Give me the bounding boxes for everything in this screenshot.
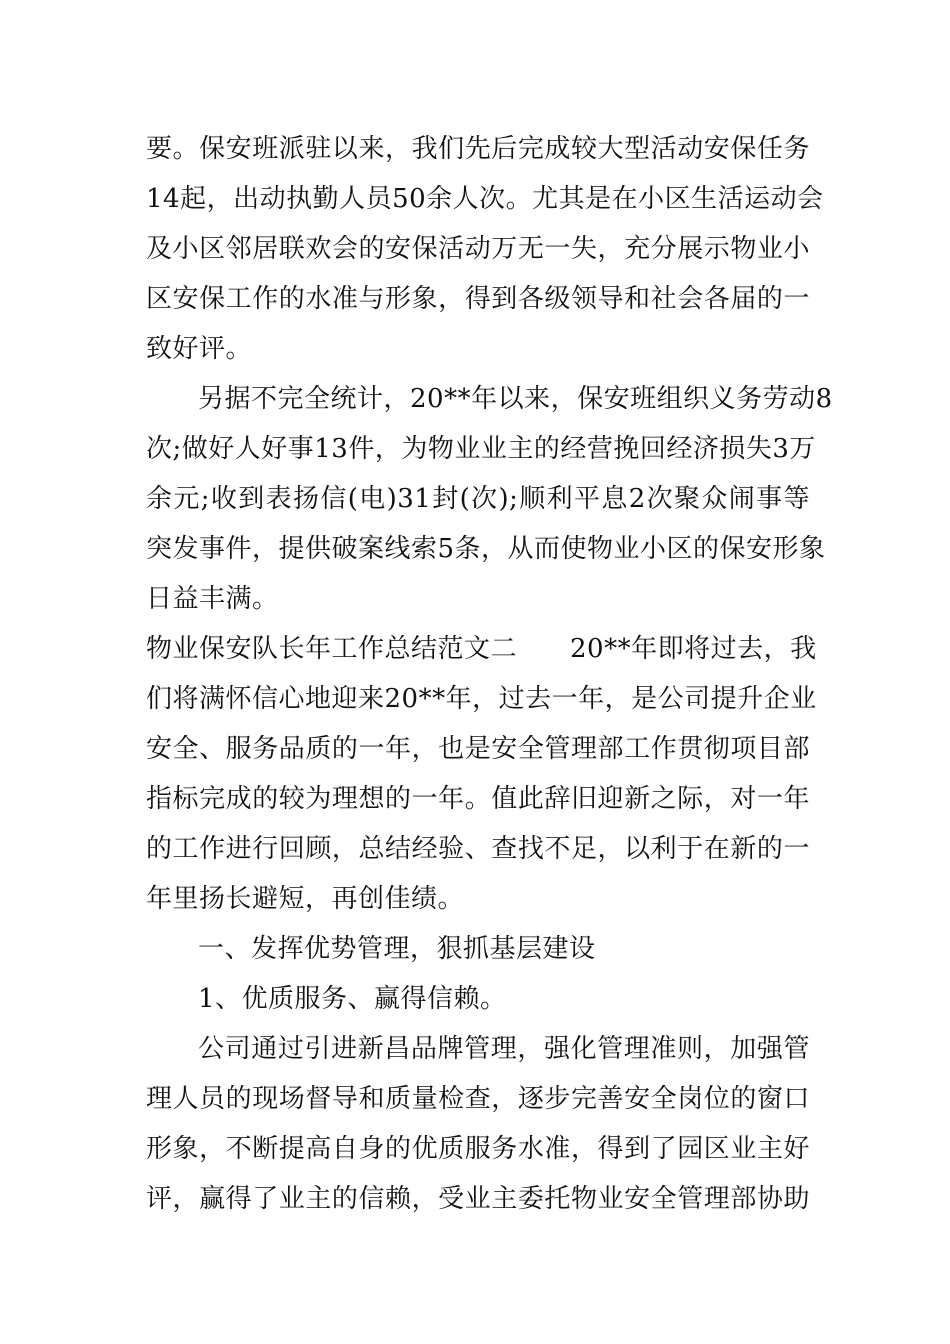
subsection-heading: 1、优质服务、赢得信赖。 [198, 984, 507, 1014]
text-line: 指标完成的较为理想的一年。值此辞旧迎新之际，对一年 [146, 784, 810, 814]
text-line: 余元;收到表扬信(电)31封(次);顺利平息2次聚众闹事等 [146, 484, 810, 514]
document-body [146, 124, 833, 1224]
text-line: 另据不完全统计，20**年以来，保安班组织义务劳动8 [198, 384, 833, 414]
text-line: 14起，出动执勤人员50余人次。尤其是在小区生活运动会 [146, 184, 824, 214]
text-line: 要。保安班派驻以来，我们先后完成较大型活动安保任务 [146, 134, 810, 164]
text-line: 理人员的现场督导和质量检查，逐步完善安全岗位的窗口 [146, 1084, 810, 1114]
text-line: 突发事件，提供破案线索5条，从而使物业小区的保安形象 [146, 534, 826, 564]
text-line: 形象，不断提高自身的优质服务水准，得到了园区业主好 [146, 1134, 810, 1164]
text-line: 评，赢得了业主的信赖，受业主委托物业安全管理部协助 [146, 1184, 810, 1214]
text-line: 的工作进行回顾，总结经验、查找不足，以利于在新的一 [146, 834, 810, 864]
text-line: 公司通过引进新昌品牌管理，强化管理准则，加强管 [198, 1034, 810, 1064]
text-line: 安全、服务品质的一年，也是安全管理部工作贯彻项目部 [146, 734, 810, 764]
text-line: 年里扬长避短，再创佳绩。 [146, 884, 465, 914]
text-line: 致好评。 [146, 334, 253, 364]
text-line: 日益丰满。 [146, 584, 279, 614]
text-line: 次;做好人好事13件，为物业业主的经营挽回经济损失3万 [146, 434, 816, 464]
section-heading: 一、发挥优势管理，狠抓基层建设 [198, 934, 596, 964]
text-line: 及小区邻居联欢会的安保活动万无一失，充分展示物业小 [146, 234, 810, 264]
text-line: 们将满怀信心地迎来20**年，过去一年，是公司提升企业 [146, 684, 817, 714]
section-title-line: 物业保安队长年工作总结范文二 20**年即将过去，我 [146, 634, 817, 664]
text-line: 区安保工作的水准与形象，得到各级领导和社会各届的一 [146, 284, 810, 314]
